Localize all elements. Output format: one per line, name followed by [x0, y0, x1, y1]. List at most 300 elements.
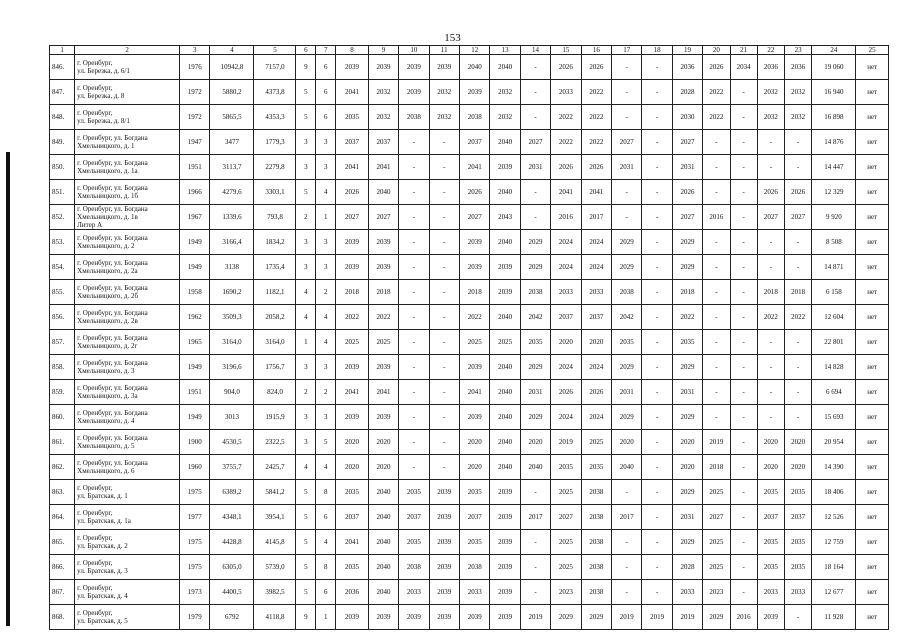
- table-cell: 1958: [180, 280, 210, 305]
- row-number-cell: 846.: [50, 55, 75, 80]
- table-cell: 2041: [336, 380, 369, 405]
- table-cell: -: [399, 280, 429, 305]
- table-cell: 1965: [180, 330, 210, 355]
- table-cell: 2022: [581, 105, 611, 130]
- table-cell: -: [730, 555, 757, 580]
- table-cell: -: [642, 155, 672, 180]
- table-cell: -: [612, 580, 642, 605]
- table-cell: 1915,9: [254, 405, 296, 430]
- table-cell: 2036: [336, 580, 369, 605]
- table-cell: 2036: [785, 55, 812, 80]
- table-cell: -: [429, 280, 459, 305]
- table-cell: 2029: [672, 480, 702, 505]
- table-cell: -: [642, 80, 672, 105]
- column-number-header: 15: [551, 46, 581, 55]
- table-cell: 2032: [757, 80, 784, 105]
- table-cell: -: [429, 230, 459, 255]
- table-cell: 2040: [368, 505, 398, 530]
- table-cell: 2033: [551, 80, 581, 105]
- table-cell: 2029: [551, 605, 581, 630]
- table-cell: нет: [856, 230, 889, 255]
- table-cell: нет: [856, 530, 889, 555]
- table-cell: 1966: [180, 180, 210, 205]
- table-cell: 2042: [520, 305, 550, 330]
- table-cell: 2039: [336, 405, 369, 430]
- table-cell: -: [785, 130, 812, 155]
- table-cell: 1967: [180, 205, 210, 230]
- table-cell: -: [785, 605, 812, 630]
- table-cell: 2041: [581, 180, 611, 205]
- table-cell: 2033: [551, 280, 581, 305]
- table-cell: 6: [316, 55, 336, 80]
- table-cell: 2035: [551, 455, 581, 480]
- table-cell: 2020: [551, 330, 581, 355]
- table-cell: 2040: [490, 455, 520, 480]
- row-number-cell: 854.: [50, 255, 75, 280]
- table-cell: 2038: [520, 280, 550, 305]
- table-cell: 2036: [672, 55, 702, 80]
- row-number-cell: 847.: [50, 80, 75, 105]
- table-cell: 2024: [551, 230, 581, 255]
- table-row: [50, 80, 889, 105]
- table-cell: -: [757, 405, 784, 430]
- table-cell: 2040: [490, 380, 520, 405]
- table-cell: 6 694: [812, 380, 856, 405]
- table-cell: 2040: [490, 305, 520, 330]
- table-cell: -: [399, 430, 429, 455]
- table-cell: 2035: [785, 555, 812, 580]
- table-cell: 2039: [429, 530, 459, 555]
- table-cell: 2032: [757, 105, 784, 130]
- table-cell: 2040: [490, 55, 520, 80]
- table-row: [50, 230, 889, 255]
- table-cell: 8: [316, 480, 336, 505]
- table-cell: 1977: [180, 505, 210, 530]
- table-cell: -: [612, 480, 642, 505]
- table-cell: 2041: [368, 380, 398, 405]
- table-cell: 2026: [757, 180, 784, 205]
- row-number-cell: 855.: [50, 280, 75, 305]
- table-cell: 2040: [368, 580, 398, 605]
- row-number-cell: 856.: [50, 305, 75, 330]
- table-cell: 3: [296, 355, 316, 380]
- table-cell: нет: [856, 255, 889, 280]
- address-cell: г. Оренбург, ул. Братская, д. 1а: [75, 505, 180, 530]
- table-cell: 18 406: [812, 480, 856, 505]
- table-cell: -: [399, 405, 429, 430]
- table-cell: 2037: [581, 305, 611, 330]
- table-cell: 2023: [551, 580, 581, 605]
- table-cell: 2039: [490, 280, 520, 305]
- column-number-header: 8: [336, 46, 369, 55]
- table-cell: 1834,2: [254, 230, 296, 255]
- table-cell: 2038: [612, 280, 642, 305]
- table-cell: 1900: [180, 430, 210, 455]
- table-cell: 2038: [399, 555, 429, 580]
- table-cell: -: [703, 230, 730, 255]
- table-cell: 3138: [210, 255, 254, 280]
- table-cell: -: [730, 230, 757, 255]
- table-cell: 6: [316, 505, 336, 530]
- table-cell: 2039: [429, 505, 459, 530]
- table-row: [50, 155, 889, 180]
- row-number-cell: 864.: [50, 505, 75, 530]
- table-cell: 2040: [520, 455, 550, 480]
- table-cell: 2035: [399, 480, 429, 505]
- table-cell: -: [730, 430, 757, 455]
- row-number-cell: 866.: [50, 555, 75, 580]
- table-cell: 2040: [490, 430, 520, 455]
- table-cell: 5: [296, 555, 316, 580]
- table-cell: 1182,1: [254, 280, 296, 305]
- table-cell: 2039: [429, 55, 459, 80]
- table-cell: -: [785, 405, 812, 430]
- table-cell: 2035: [757, 480, 784, 505]
- table-cell: 2039: [429, 555, 459, 580]
- table-cell: 1947: [180, 130, 210, 155]
- table-cell: 2018: [785, 280, 812, 305]
- table-cell: -: [612, 55, 642, 80]
- table-cell: -: [429, 205, 459, 230]
- row-number-cell: 857.: [50, 330, 75, 355]
- table-cell: 4348,1: [210, 505, 254, 530]
- table-cell: -: [399, 205, 429, 230]
- table-cell: -: [642, 255, 672, 280]
- column-number-header: 7: [316, 46, 336, 55]
- table-cell: -: [520, 80, 550, 105]
- table-cell: 6 158: [812, 280, 856, 305]
- row-number-cell: 863.: [50, 480, 75, 505]
- table-cell: 2039: [459, 605, 489, 630]
- table-cell: 4400,5: [210, 580, 254, 605]
- table-cell: 10942,8: [210, 55, 254, 80]
- table-cell: 2025: [368, 330, 398, 355]
- table-cell: -: [520, 480, 550, 505]
- table-row: [50, 180, 889, 205]
- table-cell: 2039: [490, 480, 520, 505]
- table-cell: -: [399, 155, 429, 180]
- column-number-header: 20: [703, 46, 730, 55]
- table-cell: 2022: [703, 80, 730, 105]
- table-cell: 2039: [429, 605, 459, 630]
- table-cell: 2039: [459, 255, 489, 280]
- address-cell: г. Оренбург, ул. Богдана Хмельницкого, д. 6: [75, 455, 180, 480]
- address-cell: г. Оренбург, ул. Богдана Хмельницкого, д. 2г: [75, 330, 180, 355]
- table-cell: -: [520, 555, 550, 580]
- table-cell: 3: [316, 405, 336, 430]
- table-cell: 2027: [672, 205, 702, 230]
- table-cell: 2039: [336, 255, 369, 280]
- table-cell: 3: [296, 230, 316, 255]
- table-cell: 2030: [672, 105, 702, 130]
- table-cell: -: [730, 480, 757, 505]
- table-cell: нет: [856, 105, 889, 130]
- table-cell: 14 871: [812, 255, 856, 280]
- table-cell: -: [429, 130, 459, 155]
- table-cell: 2040: [368, 480, 398, 505]
- table-cell: 2026: [551, 380, 581, 405]
- table-cell: 2: [316, 380, 336, 405]
- table-cell: 2039: [459, 405, 489, 430]
- table-cell: -: [642, 205, 672, 230]
- table-cell: -: [757, 255, 784, 280]
- table-cell: -: [730, 280, 757, 305]
- table-cell: нет: [856, 405, 889, 430]
- table-cell: -: [757, 130, 784, 155]
- table-cell: 2016: [703, 205, 730, 230]
- table-cell: 2039: [490, 530, 520, 555]
- table-cell: 2017: [520, 505, 550, 530]
- table-cell: 3509,3: [210, 305, 254, 330]
- table-cell: 2019: [642, 605, 672, 630]
- table-row: [50, 55, 889, 80]
- address-cell: г. Оренбург, ул. Березка, д. 6/1: [75, 55, 180, 80]
- table-cell: -: [429, 155, 459, 180]
- column-number-header: 3: [180, 46, 210, 55]
- table-cell: нет: [856, 305, 889, 330]
- table-cell: 4: [296, 455, 316, 480]
- table-cell: 2032: [368, 105, 398, 130]
- table-cell: 2039: [490, 255, 520, 280]
- table-cell: 2025: [703, 555, 730, 580]
- table-cell: 4145,8: [254, 530, 296, 555]
- table-cell: 2037: [551, 305, 581, 330]
- table-cell: -: [612, 205, 642, 230]
- table-cell: 15 693: [812, 405, 856, 430]
- table-cell: 2020: [459, 455, 489, 480]
- column-number-header: 19: [672, 46, 702, 55]
- table-cell: 2032: [368, 80, 398, 105]
- table-cell: -: [399, 130, 429, 155]
- table-cell: нет: [856, 355, 889, 380]
- table-cell: -: [429, 355, 459, 380]
- table-cell: 3: [296, 430, 316, 455]
- table-cell: 824,0: [254, 380, 296, 405]
- table-cell: 2039: [459, 80, 489, 105]
- table-cell: -: [730, 255, 757, 280]
- table-cell: 2026: [551, 155, 581, 180]
- table-cell: 1973: [180, 580, 210, 605]
- table-cell: 3982,5: [254, 580, 296, 605]
- table-cell: 2035: [520, 330, 550, 355]
- table-row: [50, 430, 889, 455]
- table-cell: 2025: [490, 330, 520, 355]
- table-cell: -: [642, 480, 672, 505]
- table-cell: 2039: [336, 230, 369, 255]
- table-cell: 3164,0: [254, 330, 296, 355]
- table-cell: 2027: [703, 505, 730, 530]
- table-cell: -: [520, 580, 550, 605]
- table-cell: 2033: [459, 580, 489, 605]
- table-cell: 4353,3: [254, 105, 296, 130]
- table-cell: 2058,2: [254, 305, 296, 330]
- table-cell: 4279,6: [210, 180, 254, 205]
- table-cell: 2040: [490, 405, 520, 430]
- table-cell: -: [642, 405, 672, 430]
- table-cell: -: [730, 305, 757, 330]
- table-cell: -: [730, 130, 757, 155]
- table-cell: -: [730, 530, 757, 555]
- table-cell: 2018: [757, 280, 784, 305]
- table-cell: 6305,0: [210, 555, 254, 580]
- table-cell: 2026: [581, 380, 611, 405]
- table-cell: 1735,4: [254, 255, 296, 280]
- table-cell: 2020: [757, 430, 784, 455]
- table-cell: -: [642, 355, 672, 380]
- table-cell: 2027: [368, 205, 398, 230]
- table-cell: 18 164: [812, 555, 856, 580]
- table-cell: 1339,6: [210, 205, 254, 230]
- table-cell: 1976: [180, 55, 210, 80]
- table-cell: 2027: [551, 505, 581, 530]
- row-number-cell: 865.: [50, 530, 75, 555]
- table-cell: 9 920: [812, 205, 856, 230]
- table-cell: 4: [316, 180, 336, 205]
- table-cell: 2039: [490, 505, 520, 530]
- table-cell: 2035: [785, 530, 812, 555]
- table-cell: 2040: [368, 555, 398, 580]
- table-cell: 793,8: [254, 205, 296, 230]
- address-cell: г. Оренбург, ул. Богдана Хмельницкого, д. 1а: [75, 155, 180, 180]
- table-cell: 2020: [368, 455, 398, 480]
- table-cell: -: [703, 280, 730, 305]
- column-number-header: 2: [75, 46, 180, 55]
- table-cell: 2039: [399, 55, 429, 80]
- table-cell: -: [520, 55, 550, 80]
- table-cell: 2040: [490, 180, 520, 205]
- table-cell: нет: [856, 130, 889, 155]
- table-cell: 2018: [336, 280, 369, 305]
- table-cell: 2029: [672, 530, 702, 555]
- table-cell: 2032: [785, 80, 812, 105]
- table-cell: 2035: [672, 330, 702, 355]
- table-cell: 2029: [520, 255, 550, 280]
- table-row: [50, 455, 889, 480]
- table-cell: 2026: [581, 55, 611, 80]
- table-cell: 2024: [551, 405, 581, 430]
- table-cell: -: [642, 555, 672, 580]
- table-cell: нет: [856, 380, 889, 405]
- table-cell: 5: [296, 580, 316, 605]
- table-cell: нет: [856, 605, 889, 630]
- table-cell: 2024: [581, 230, 611, 255]
- table-cell: 2039: [490, 580, 520, 605]
- table-cell: 904,0: [210, 380, 254, 405]
- table-cell: 2025: [703, 480, 730, 505]
- table-cell: -: [642, 530, 672, 555]
- table-cell: 2022: [581, 80, 611, 105]
- address-cell: г. Оренбург, ул. Богдана Хмельницкого, д. 5: [75, 430, 180, 455]
- table-cell: 4428,8: [210, 530, 254, 555]
- table-cell: 2020: [672, 430, 702, 455]
- column-number-header: 5: [254, 46, 296, 55]
- address-cell: г. Оренбург, ул. Братская, д. 5: [75, 605, 180, 630]
- table-cell: -: [642, 280, 672, 305]
- table-cell: 2026: [551, 55, 581, 80]
- table-cell: 2020: [757, 455, 784, 480]
- table-cell: 2026: [336, 180, 369, 205]
- table-cell: -: [642, 380, 672, 405]
- table-cell: 4: [316, 330, 336, 355]
- table-cell: 2032: [429, 105, 459, 130]
- table-cell: -: [730, 455, 757, 480]
- table-cell: 5: [296, 180, 316, 205]
- table-cell: 2040: [368, 530, 398, 555]
- table-cell: 2037: [368, 130, 398, 155]
- table-cell: 6: [316, 580, 336, 605]
- table-cell: 2029: [581, 605, 611, 630]
- table-cell: 8 508: [812, 230, 856, 255]
- table-cell: 2038: [459, 105, 489, 130]
- table-cell: 9: [296, 605, 316, 630]
- table-cell: 2033: [672, 580, 702, 605]
- table-cell: -: [703, 380, 730, 405]
- table-row: [50, 355, 889, 380]
- table-cell: -: [757, 330, 784, 355]
- table-cell: 2040: [612, 455, 642, 480]
- table-cell: 2029: [672, 355, 702, 380]
- table-cell: 3113,7: [210, 155, 254, 180]
- column-number-header: 21: [730, 46, 757, 55]
- table-cell: 3954,1: [254, 505, 296, 530]
- table-cell: 2022: [672, 305, 702, 330]
- table-cell: -: [399, 305, 429, 330]
- table-cell: 2039: [368, 405, 398, 430]
- row-number-cell: 848.: [50, 105, 75, 130]
- table-cell: 1949: [180, 405, 210, 430]
- table-cell: 2022: [551, 130, 581, 155]
- table-cell: 2025: [551, 555, 581, 580]
- table-cell: -: [429, 430, 459, 455]
- table-cell: 2035: [612, 330, 642, 355]
- table-cell: -: [642, 430, 672, 455]
- table-cell: 2039: [399, 605, 429, 630]
- table-cell: -: [642, 305, 672, 330]
- table-cell: -: [642, 130, 672, 155]
- table-row: [50, 580, 889, 605]
- address-cell: г. Оренбург, ул. Богдана Хмельницкого, д. 2б: [75, 280, 180, 305]
- table-row: [50, 130, 889, 155]
- table-cell: нет: [856, 555, 889, 580]
- table-cell: 2027: [520, 130, 550, 155]
- address-cell: г. Оренбург, ул. Богдана Хмельницкого, д. 4: [75, 405, 180, 430]
- table-cell: -: [612, 555, 642, 580]
- table-cell: 2279,8: [254, 155, 296, 180]
- table-cell: -: [429, 180, 459, 205]
- table-cell: 5865,5: [210, 105, 254, 130]
- column-number-header: 13: [490, 46, 520, 55]
- table-cell: 2035: [757, 530, 784, 555]
- table-cell: 2039: [368, 55, 398, 80]
- table-cell: 20 954: [812, 430, 856, 455]
- table-cell: 3755,7: [210, 455, 254, 480]
- table-cell: 2035: [459, 530, 489, 555]
- table-cell: 2032: [785, 105, 812, 130]
- table-cell: 5: [296, 80, 316, 105]
- table-cell: 2019: [551, 430, 581, 455]
- table-cell: -: [730, 580, 757, 605]
- table-cell: 2039: [336, 605, 369, 630]
- table-cell: 2029: [672, 255, 702, 280]
- table-cell: -: [730, 80, 757, 105]
- table-cell: 2024: [581, 355, 611, 380]
- table-cell: 5: [296, 480, 316, 505]
- table-cell: 3: [316, 230, 336, 255]
- address-cell: г. Оренбург, ул. Березка, д. 8: [75, 80, 180, 105]
- table-cell: -: [785, 155, 812, 180]
- table-cell: 2037: [757, 505, 784, 530]
- table-cell: 8: [316, 555, 336, 580]
